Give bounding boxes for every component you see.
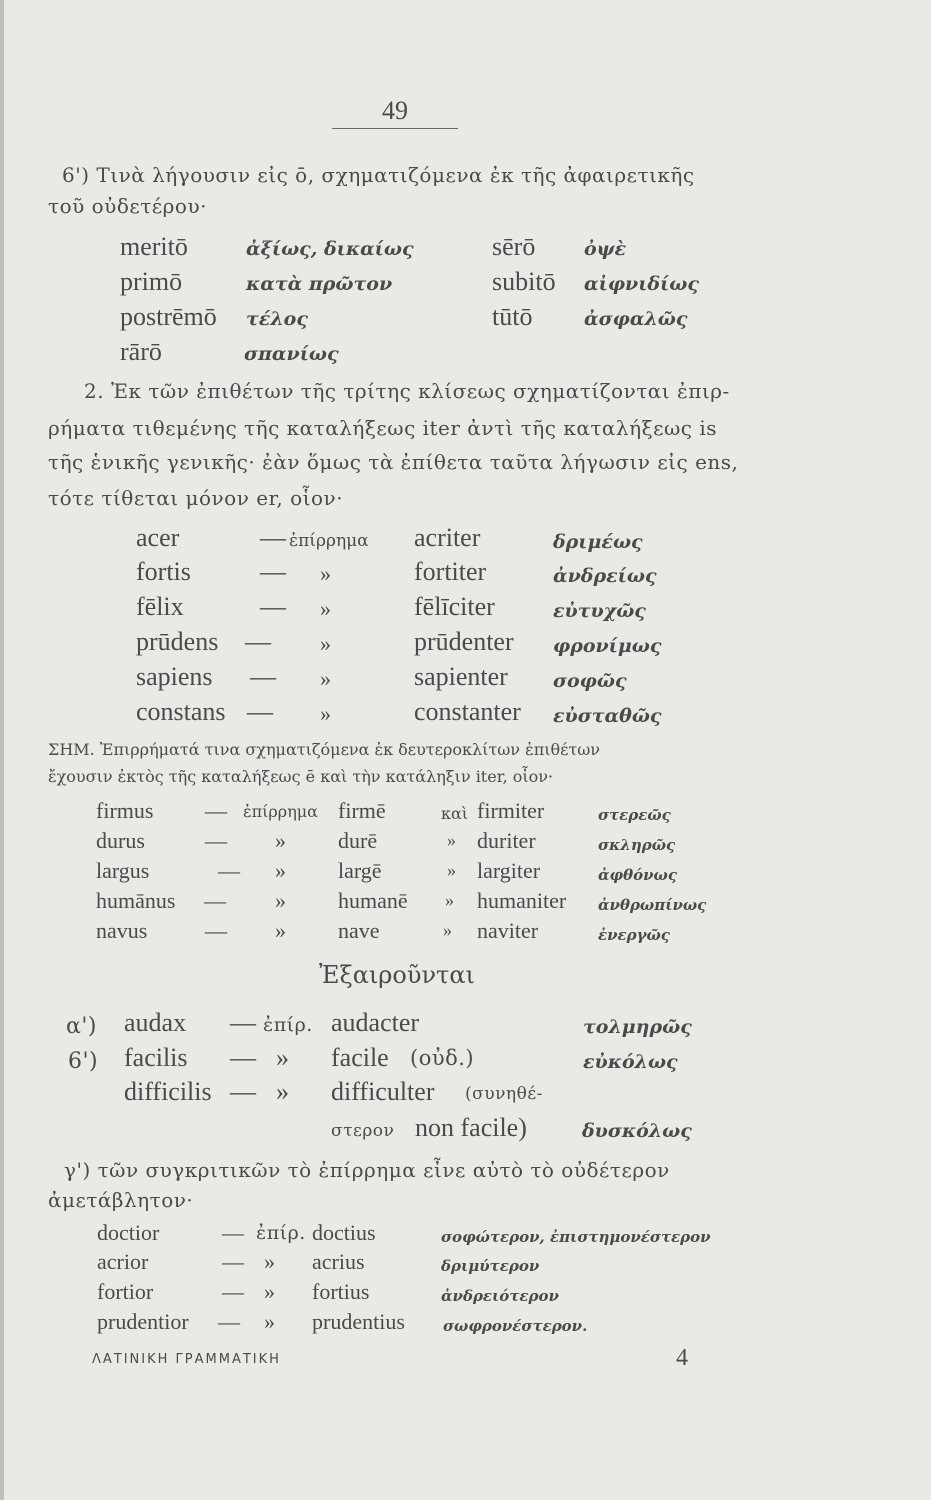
exception-c-mid: » bbox=[276, 1077, 289, 1106]
list2-gr: σοφῶς bbox=[553, 670, 627, 692]
exception-a-gr: τολμηρῶς bbox=[583, 1016, 692, 1038]
list2-gr: φρονίμως bbox=[553, 635, 662, 657]
list4-adj: fortior bbox=[97, 1279, 154, 1304]
list4-gr: ἀνδρειότερον bbox=[441, 1287, 559, 1305]
list3-dash: — bbox=[218, 858, 240, 883]
exception-c-adv-2: non facile) bbox=[415, 1113, 527, 1142]
footer-title: ΛΑΤΙΝΙΚΗ ΓΡΑΜΜΑΤΙΚΗ bbox=[92, 1352, 281, 1367]
list1b-gr: ὀψὲ bbox=[584, 238, 627, 260]
exception-b-adv: facile bbox=[331, 1043, 389, 1072]
list3-adj: firmus bbox=[96, 798, 154, 823]
list3-mid: » bbox=[275, 918, 286, 943]
list1-gr: τέλος bbox=[246, 308, 308, 330]
list3-conj: καὶ bbox=[441, 804, 469, 823]
list3-gr: σκληρῶς bbox=[598, 836, 676, 854]
exception-b-dash: — bbox=[230, 1043, 256, 1072]
list1-gr: σπανίως bbox=[244, 343, 339, 365]
list4-dash: — bbox=[222, 1249, 244, 1274]
list4-dash: — bbox=[218, 1309, 240, 1334]
header-rule bbox=[332, 128, 458, 129]
list4-mid: » bbox=[264, 1309, 275, 1334]
page-number: 49 bbox=[382, 96, 408, 125]
list3-mid: » bbox=[275, 888, 286, 913]
section-2-line-1: 2. Ἐκ τῶν ἐπιθέτων τῆς τρίτης κλίσεως σχηματίζονται ἐπιρ- bbox=[84, 379, 730, 403]
list2-dash: — bbox=[260, 592, 286, 621]
list2-dash: — bbox=[247, 697, 273, 726]
list4-adv: doctius bbox=[312, 1220, 376, 1245]
list4-dash: — bbox=[222, 1279, 244, 1304]
list3-adv2: largiter bbox=[477, 858, 541, 883]
section-2-line-2: ρήματα τιθεμένης τῆς καταλήξεως iter ἀντὶ τῆς καταλήξεως is bbox=[48, 416, 717, 440]
list3-conj: » bbox=[443, 920, 452, 940]
list3-adj: humānus bbox=[96, 888, 176, 913]
list1-lat: postrēmō bbox=[120, 302, 217, 331]
list2-adv: fortiter bbox=[414, 557, 487, 586]
list2-mid: » bbox=[320, 701, 331, 726]
list4-mid: ἐπίρ. bbox=[256, 1222, 306, 1244]
list2-dash: — bbox=[260, 523, 286, 552]
list2-dash: — bbox=[245, 627, 271, 656]
list3-adv1: largē bbox=[338, 858, 382, 883]
note-line-2: ἔχουσιν ἐκτὸς τῆς καταλήξεως ē καὶ τὴν κατάληξιν iter, οἷον· bbox=[48, 767, 554, 786]
list2-adj: sapiens bbox=[136, 662, 213, 691]
list3-adv1: nave bbox=[338, 918, 380, 943]
list2-gr: ἀνδρείως bbox=[553, 565, 657, 587]
exception-a-label: α') bbox=[66, 1014, 97, 1039]
list2-adj: fēlix bbox=[136, 592, 184, 621]
list3-dash: — bbox=[205, 918, 227, 943]
list2-mid: » bbox=[320, 666, 331, 691]
list2-adv: fēlīciter bbox=[414, 592, 495, 621]
note-line-1: ΣΗΜ. Ἐπιρρήματά τινα σχηματιζόμενα ἐκ δευτεροκλίτων ἐπιθέτων bbox=[48, 740, 601, 759]
list4-adj: doctior bbox=[97, 1220, 160, 1245]
list4-adj: prudentior bbox=[97, 1309, 189, 1334]
list1b-lat: sērō bbox=[492, 232, 536, 261]
list2-adv: sapienter bbox=[414, 662, 508, 691]
list2-mid: » bbox=[320, 596, 331, 621]
list3-adv2: firmiter bbox=[477, 798, 545, 823]
list4-gr: δριμύτερον bbox=[441, 1257, 540, 1275]
list1-gr: ἀξίως, δικαίως bbox=[246, 238, 414, 260]
list3-dash: — bbox=[205, 828, 227, 853]
list1b-gr: ἀσφαλῶς bbox=[584, 308, 688, 330]
section-g-line-2: ἀμετάβλητον· bbox=[48, 1188, 194, 1212]
list3-mid: ἐπίρρημα bbox=[243, 802, 318, 821]
exception-a-mid: ἐπίρ. bbox=[263, 1014, 313, 1036]
list3-adj: durus bbox=[96, 828, 145, 853]
list3-conj: » bbox=[447, 830, 456, 850]
list3-adv2: humaniter bbox=[477, 888, 567, 913]
list3-adj: navus bbox=[96, 918, 148, 943]
list4-adv: prudentius bbox=[312, 1309, 405, 1334]
list2-adj: prūdens bbox=[136, 627, 219, 656]
list3-adv2: duriter bbox=[477, 828, 536, 853]
exception-c-dash: — bbox=[230, 1077, 256, 1106]
footer-signature: 4 bbox=[676, 1345, 688, 1371]
exception-a-adv: audacter bbox=[331, 1008, 420, 1037]
exception-a-adj: audax bbox=[124, 1008, 187, 1037]
section-2-line-3: τῆς ἑνικῆς γενικῆς· ἐὰν ὅμως τὰ ἐπίθετα ταῦτα λήγωσιν εἰς ens, bbox=[48, 450, 739, 474]
exception-c-paren-2: στερον bbox=[331, 1121, 395, 1141]
list3-dash: — bbox=[204, 888, 226, 913]
exception-c-gr: δυσκόλως bbox=[582, 1120, 692, 1142]
exception-b-paren: (οὐδ.) bbox=[410, 1046, 475, 1070]
list3-dash: — bbox=[205, 798, 227, 823]
list2-dash: — bbox=[250, 662, 276, 691]
page-edge bbox=[0, 0, 4, 1500]
exception-a-dash: — bbox=[230, 1008, 256, 1037]
list4-dash: — bbox=[222, 1220, 244, 1245]
list2-adv: constanter bbox=[414, 697, 521, 726]
section-g-line-1: γ') τῶν συγκριτικῶν τὸ ἐπίρρημα εἶνε αὐτὸ τὸ οὐδέτερον bbox=[64, 1158, 670, 1182]
list2-adv: prūdenter bbox=[414, 627, 514, 656]
section-b-line-2: τοῦ οὐδετέρου· bbox=[48, 194, 207, 218]
list2-gr: εὐσταθῶς bbox=[553, 705, 662, 727]
list3-adv1: durē bbox=[338, 828, 378, 853]
exception-b-gr: εὐκόλως bbox=[583, 1051, 678, 1073]
list3-gr: ἐνεργῶς bbox=[598, 926, 670, 944]
list4-adv: acrius bbox=[312, 1249, 365, 1274]
exception-b-adj: facilis bbox=[124, 1043, 188, 1072]
list2-gr: δριμέως bbox=[553, 531, 643, 553]
list4-gr: σωφρονέστερον. bbox=[443, 1317, 588, 1335]
exception-c-paren-1: (συνηθέ- bbox=[465, 1084, 543, 1104]
list3-adj: largus bbox=[96, 858, 150, 883]
list1b-gr: αἰφνιδίως bbox=[584, 273, 699, 295]
list3-mid: » bbox=[275, 858, 286, 883]
exception-b-mid: » bbox=[276, 1043, 289, 1072]
exception-c-adj: difficilis bbox=[124, 1077, 212, 1106]
list3-mid: » bbox=[275, 828, 286, 853]
list2-adj: acer bbox=[136, 523, 180, 552]
section-2-line-4: τότε τίθεται μόνον er, οἷον· bbox=[48, 486, 344, 510]
list4-mid: » bbox=[264, 1279, 275, 1304]
list3-gr: ἀνθρωπίνως bbox=[598, 896, 707, 914]
list2-adv: acriter bbox=[414, 523, 481, 552]
exceptions-heading: Ἐξαιροῦνται bbox=[319, 961, 475, 989]
list2-adj: constans bbox=[136, 697, 226, 726]
list2-mid: ἐπίρρημα bbox=[289, 531, 369, 551]
list4-mid: » bbox=[264, 1249, 275, 1274]
list4-adv: fortius bbox=[312, 1279, 370, 1304]
list1-lat: primō bbox=[120, 267, 183, 296]
list2-adj: fortis bbox=[136, 557, 191, 586]
list4-gr: σοφώτερον, ἐπιστημονέστερον bbox=[441, 1228, 711, 1246]
list2-dash: — bbox=[260, 557, 286, 586]
list3-conj: » bbox=[447, 860, 456, 880]
list3-adv1: humanē bbox=[338, 888, 408, 913]
list1b-lat: subitō bbox=[492, 267, 556, 296]
list3-adv1: firmē bbox=[338, 798, 386, 823]
exception-b-label: 6') bbox=[68, 1049, 99, 1074]
list4-adj: acrior bbox=[97, 1249, 149, 1274]
exception-c-adv: difficulter bbox=[331, 1077, 435, 1106]
list1-gr: κατὰ πρῶτον bbox=[246, 273, 393, 295]
list2-gr: εὐτυχῶς bbox=[553, 600, 646, 622]
list1-lat: rārō bbox=[120, 337, 162, 366]
list1b-lat: tūtō bbox=[492, 302, 533, 331]
list1-lat: meritō bbox=[120, 232, 188, 261]
list3-adv2: naviter bbox=[477, 918, 539, 943]
list2-mid: » bbox=[320, 561, 331, 586]
list3-gr: στερεῶς bbox=[598, 806, 671, 824]
list2-mid: » bbox=[320, 631, 331, 656]
list3-gr: ἀφθόνως bbox=[598, 866, 677, 884]
section-b-line-1: 6') Τινὰ λήγουσιν εἰς ō, σχηματιζόμενα ἐκ τῆς ἀφαιρετικῆς bbox=[62, 163, 695, 187]
list3-conj: » bbox=[445, 890, 454, 910]
